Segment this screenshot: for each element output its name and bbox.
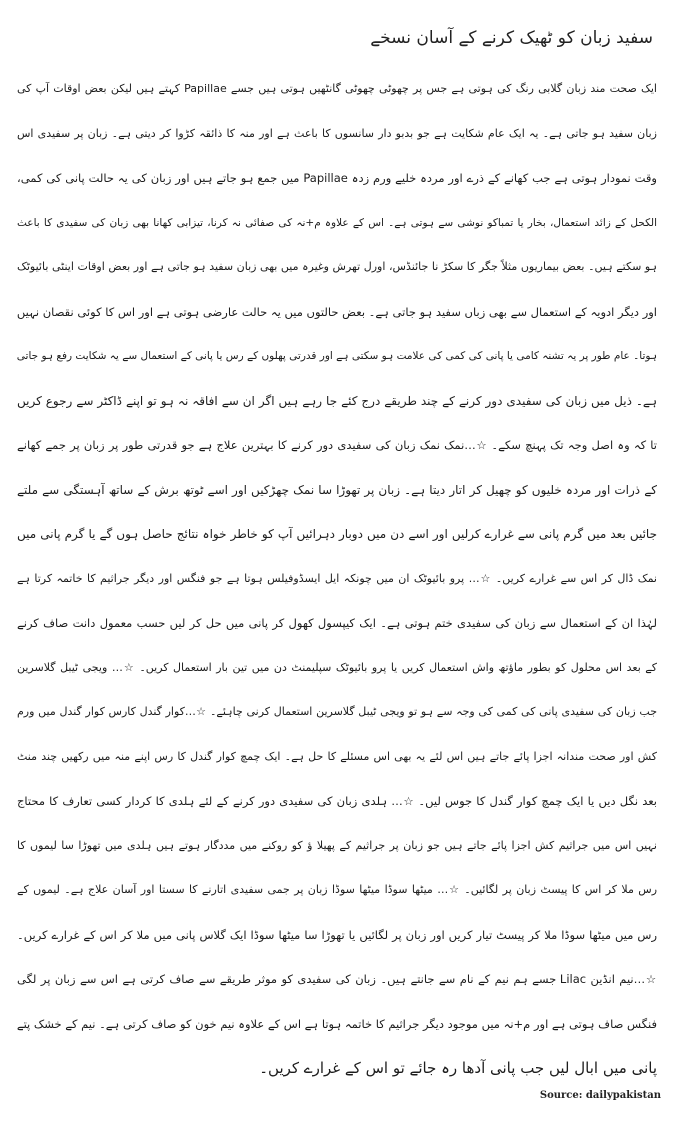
article-line: ہو سکتے ہیں۔ بعض بیماریوں مثلاً جگر کا سکڑ نا جائنڈس، اورل تھرش وغیرہ میں بھی زبان سفید ہو جاتی ہے اور بعض اوقات اینٹی بائیوٹک (17, 260, 657, 273)
article-line: ہوتا۔ عام طور پر یہ تشنہ کامی یا پانی کی کمی کی علامت ہو سکتی ہے اور قدرتی پھلوں کے رس یا پانی کے استعمال سے یہ شکایت رفع ہو جاتی (17, 350, 657, 362)
article-line: رس میں میٹھا سوڈا ملا کر پیسٹ تیار کریں اور زبان پر لگائیں یا تھوڑا سا میٹھا سوڈا ایک گلاس پانی میں ملا کر اس کے غرارے کریں۔ (17, 927, 657, 942)
article-line: نمک ڈال کر اس سے غرارے کریں۔ ☆… پرو بائیوٹک ان میں چونکہ ایل ایسڈوفیلس ہوتا ہے جو فنگس اور دیگر جراثیم کا خاتمہ کرتا ہے (17, 571, 657, 585)
article-line: رس ملا کر اس کا پیسٹ زبان پر لگائیں۔ ☆… میٹھا سوڈا میٹھا سوڈا زبان پر جمی سفیدی اتارنے کا سستا اور آسان علاج ہے۔ لیموں کے (17, 883, 657, 896)
article-line: تا کہ وہ اصل وجہ تک پہنچ سکے۔ ☆…نمک نمک زبان کی سفیدی دور کرنے کا بہترین علاج ہے جو قدرتی طور پر زبان پر جمے کھانے (17, 438, 657, 452)
article-line: اور دیگر ادویہ کے استعمال سے بھی زباں سفید ہو جاتی ہے۔ بعض حالتوں میں یہ حالت عارضی ہوتی ہے اور اس کا کوئی نقصان نہیں (17, 304, 657, 319)
article-line: وقت نمودار ہوتی ہے جب کھانے کے ذرے اور مردہ خلیے ورم زدہ Papillae میں جمع ہو جاتے ہیں اور زبان کی یہ حالت پانی کی کمی، (17, 171, 657, 185)
article-line: پانی میں ابال لیں جب پانی آدھا رہ جائے تو اس کے غرارے کریں۔ (259, 1059, 657, 1077)
source-credit: Source: dailypakistan (539, 1090, 661, 1101)
article-line: ہے۔ ذیل میں زبان کی سفیدی دور کرنے کے چند طریقے درج کئے جا رہے ہیں اگر ان سے افاقہ نہ ہو تو اپنے ڈاکٹر سے رجوع کریں (17, 393, 657, 408)
article-line: کش اور صحت مندانہ اجزا پائے جاتے ہیں اس لئے یہ بھی اس مسئلے کا حل ہے۔ ایک چمچ کوار گندل کا رس اپنے منہ میں رکھیں چند منٹ (17, 749, 657, 763)
article-body (17, 74, 657, 1098)
article-line: بعد نگل دیں یا ایک چمچ کوار گندل کا جوس لیں۔ ☆… ہلدی زبان کی سفیدی دور کرنے کے لئے ہلدی کا کردار کسی تعارف کا محتاج (17, 794, 657, 808)
article-line: جائیں بعد میں گرم پانی سے غرارے کرلیں اور اسے دن میں دوبار دہرائیں آپ کو خاطر خواہ نتائج حاصل ہوں گے یا گرم پانی میں (17, 527, 657, 541)
article-line: کے بعد اس محلول کو بطور ماؤتھ واش استعمال کریں یا پرو بائیوٹک سپلیمنٹ دن میں تین بار استعمال کریں۔ ☆… ویجی ٹیبل گلاسرین (17, 660, 657, 674)
article-line: فنگس صاف ہوتی ہے اور م+نہ میں موجود دیگر جراثیم کا خاتمہ ہوتا ہے اس کے علاوہ نیم خون کو صاف کرتی ہے۔ نیم کے خشک پتے (17, 1016, 657, 1031)
article-line: نہیں اس میں جراثیم کش اجزا پائے جاتے ہیں جو زبان پر جراثیم کے پھیلا ؤ کو روکنے میں مددگار ہوتے ہیں ہلدی میں تھوڑا سا لیموں کا (17, 838, 657, 852)
article-line: لہٰذا ان کے استعمال سے زبان کی سفیدی ختم ہوتی ہے۔ ایک کیپسول کھول کر پانی میں حل کر لیں حسب معمول دانت صاف کرنے (17, 616, 657, 630)
article-line: زبان سفید ہو جاتی ہے۔ یہ ایک عام شکایت ہے جو بدبو دار سانسوں کا باعث ہے اور منہ کا ذائقہ کڑوا کر دیتی ہے۔ زبان پر سفیدی اس (17, 126, 657, 140)
article-line: الکحل کے زائد استعمال، بخار یا تمباکو نوشی سے ہوتی ہے۔ اس کے علاوہ م+نہ کی صفائی نہ کرنا، تیزابی کھانا بھی زبان کی سفیدی کا باعث (17, 216, 657, 229)
article-line: ☆…نیم انڈین Lilac جسے ہم نیم کے نام سے جانتے ہیں۔ زبان کی سفیدی کو موثر طریقے سے صاف کرتی ہے اس سے زبان پر لگی (17, 972, 657, 986)
article-line: جب زبان کی سفیدی پانی کی کمی کی وجہ سے ہو تو ویجی ٹیبل گلاسرین استعمال کرنی چاہئے۔ ☆…کوار گندل کارس کوار گندل میں ورم (17, 705, 657, 718)
article-title: سفید زبان کو ٹھیک کرنے کے آسان نسخے (370, 28, 653, 48)
article-line: ایک صحت مند زبان گلابی رنگ کی ہوتی ہے جس پر چھوٹی چھوٹی گانٹھیں ہوتی ہیں جسے Papillae کہتے ہیں لیکن بعض اوقات آپ کی (17, 82, 657, 95)
article-line: کے ذرات اور مردہ خلیوں کو چھیل کر اتار دیتا ہے۔ زبان پر تھوڑا سا نمک چھڑکیں اور اسے ٹوتھ برش کے ساتھ آہستگی سے ملتے (17, 482, 657, 497)
